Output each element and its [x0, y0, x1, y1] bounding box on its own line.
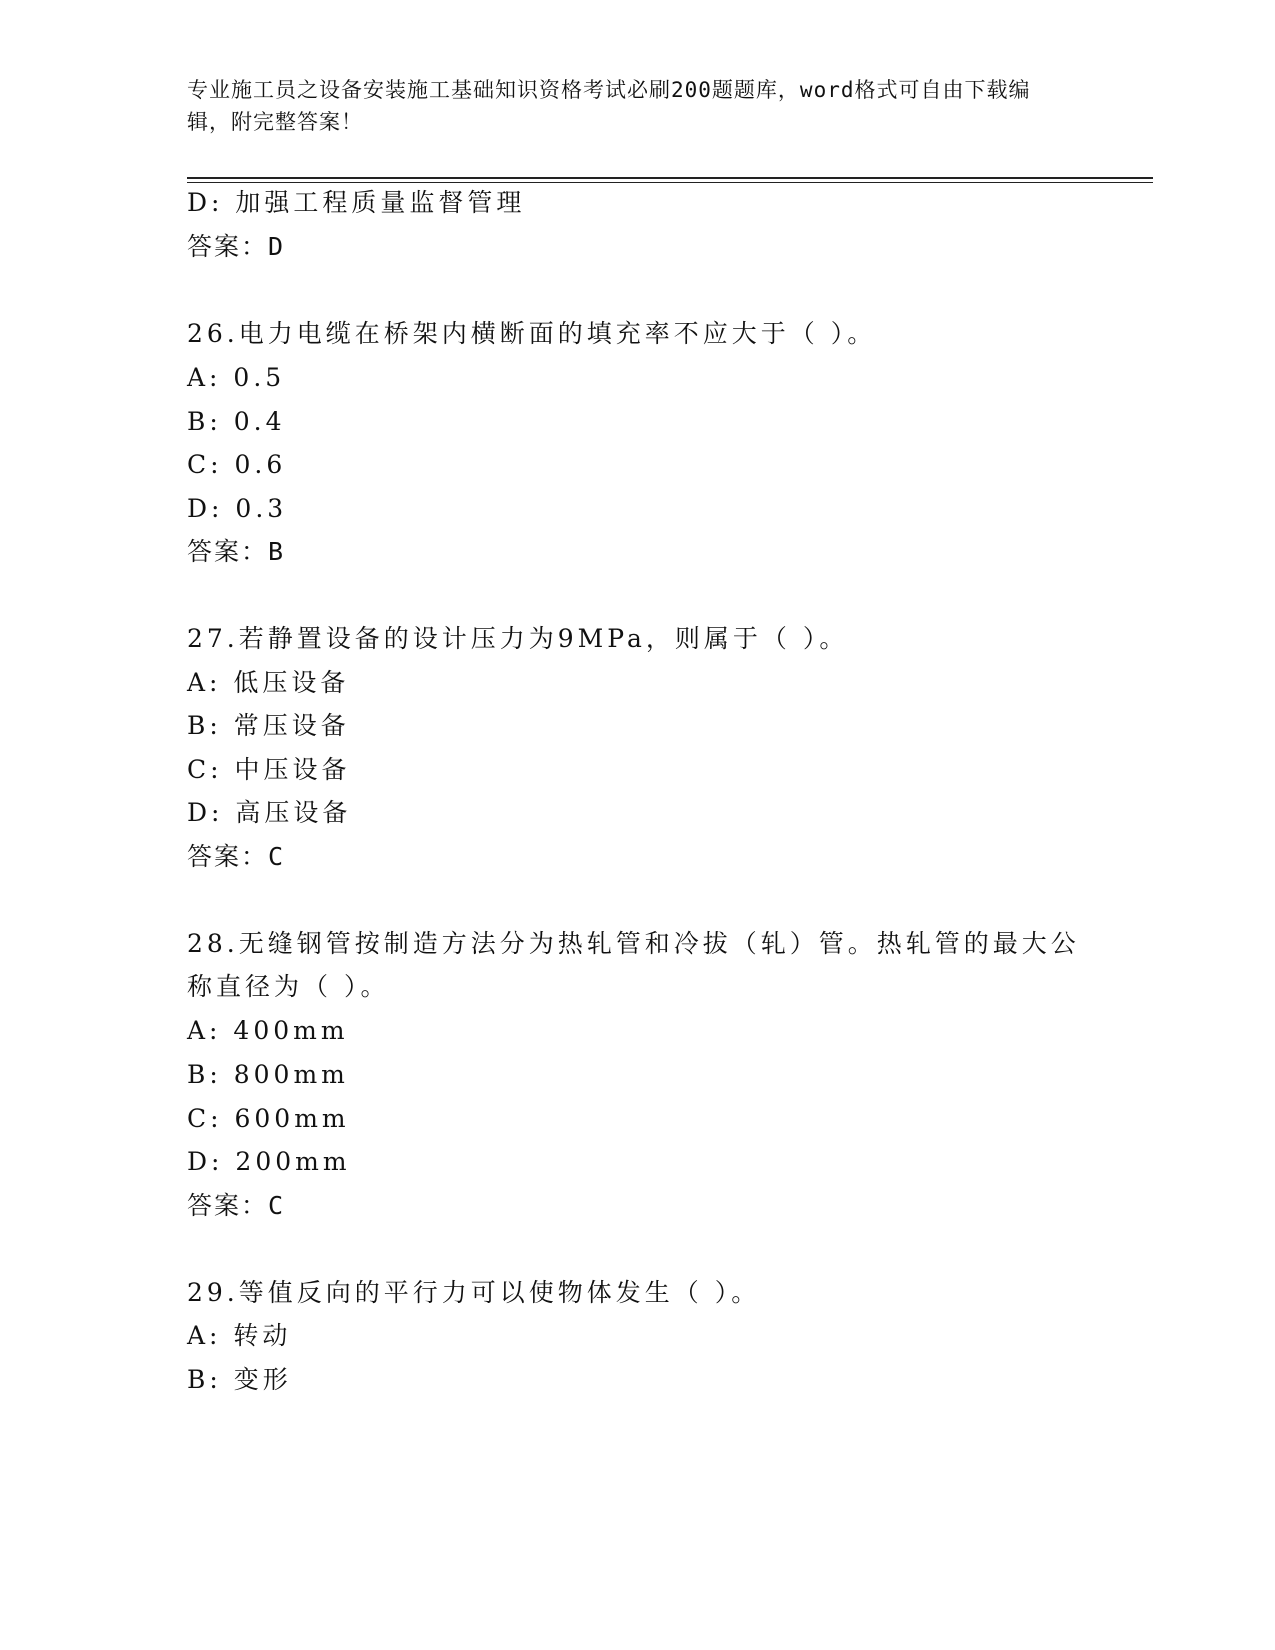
answer-value: B: [268, 537, 286, 566]
question-stem: 28.无缝钢管按制造方法分为热轧管和冷拔（轧）管。热轧管的最大公: [187, 929, 1080, 958]
option-b: B: 变形: [187, 1365, 292, 1394]
answer: [187, 1191, 285, 1221]
answer-label: 答案：: [187, 537, 269, 566]
answer-label: 答案：: [187, 842, 269, 871]
option-b: B: 0.4: [187, 407, 286, 436]
option-d: D: 高压设备: [187, 798, 352, 827]
question-stem: 29.等值反向的平行力可以使物体发生（ ）。: [187, 1278, 761, 1307]
answer: [187, 232, 285, 262]
answer-value: D: [268, 232, 286, 261]
option-c: C: 0.6: [187, 450, 287, 479]
answer-value: C: [268, 842, 286, 871]
document-header: 专业施工员之设备安装施工基础知识资格考试必刷200题题库，word格式可自由下载编辑，附完整答案！: [187, 78, 1031, 134]
option-c: C: 600mm: [187, 1104, 350, 1133]
option-d: D: 200mm: [187, 1147, 351, 1176]
question-stem: 27.若静置设备的设计压力为9MPa，则属于（ ）。: [187, 624, 849, 653]
answer-value: C: [268, 1191, 286, 1220]
option-a: A: 400mm: [187, 1016, 349, 1045]
option-a: A: 转动: [187, 1321, 292, 1350]
answer: [187, 537, 285, 567]
option-d: D: 加强工程质量监督管理: [187, 188, 526, 217]
option-a: A: 低压设备: [187, 668, 350, 697]
answer-label: 答案：: [187, 232, 269, 261]
option-c: C: 中压设备: [187, 755, 351, 784]
answer-label: 答案：: [187, 1191, 269, 1220]
option-b: B: 常压设备: [187, 711, 350, 740]
question-stem-continued: 称直径为（ ）。: [187, 972, 390, 1001]
option-d: D: 0.3: [187, 494, 288, 523]
option-b: B: 800mm: [187, 1060, 349, 1089]
question-stem: 26.电力电缆在桥架内横断面的填充率不应大于（ ）。: [187, 319, 877, 348]
header-rule-thin: [187, 182, 1153, 183]
header-rule-thick: [187, 177, 1153, 179]
answer: [187, 842, 285, 872]
option-a: A: 0.5: [187, 363, 286, 392]
